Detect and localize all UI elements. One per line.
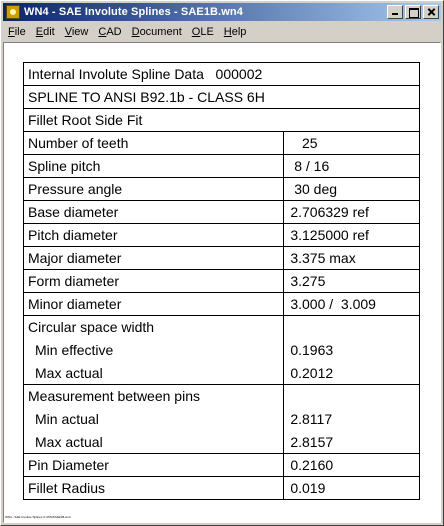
table-row [24,316,420,339]
fit-type: Fillet Root Side Fit [24,109,420,132]
table-row [24,270,420,293]
empty-cell [284,385,420,408]
menu-file-key: F [8,26,15,38]
table-row [24,477,420,500]
table-row [24,431,420,454]
menu-view-key: V [64,26,72,38]
table-row [24,155,420,178]
row-value: 3.125000 ref [284,224,420,247]
max-actual-value: 0.2012 [284,362,420,385]
empty-cell [284,316,420,339]
circular-space-heading: Circular space width [24,316,284,339]
table-row [24,224,420,247]
row-label: Spline pitch [24,155,284,178]
table-row [24,201,420,224]
table-row [24,454,420,477]
menu-view-rest: iew [71,26,89,38]
row-value: 3.375 max [284,247,420,270]
table-row [24,408,420,431]
footer-text: WN4 - SAE Involute Splines C:\WN4\SAE1B.wn4 [5,515,71,519]
min-actual-value: 2.8117 [284,408,420,431]
menu-ole-key: O [191,26,201,38]
menu-edit[interactable] [31,26,60,38]
menu-ole-rest: LE [200,26,214,38]
window-title: WN4 - SAE Involute Splines - SAE1B.wn4 [24,6,243,18]
title-bar[interactable] [3,3,441,21]
row-label: Pitch diameter [24,224,284,247]
row-label: Minor diameter [24,293,284,316]
measurement-heading: Measurement between pins [24,385,284,408]
table-row [24,339,420,362]
spline-data-table [23,62,420,500]
menu-bar [3,23,441,41]
table-row [24,86,420,109]
menu-cad-key: C [98,26,107,38]
row-value: 3.275 [284,270,420,293]
fillet-radius-value: 0.019 [284,477,420,500]
row-value: 25 [284,132,420,155]
document-view[interactable] [3,42,441,523]
row-label: Pressure angle [24,178,284,201]
menu-cad-rest: AD [106,26,122,38]
row-value: 30 deg [284,178,420,201]
menu-file-rest: ile [14,26,26,38]
measurement-max-label: Max actual [24,431,284,454]
max-actual-label: Max actual [24,362,284,385]
row-label: Number of teeth [24,132,284,155]
row-label: Base diameter [24,201,284,224]
table-row [24,293,420,316]
menu-document[interactable] [127,26,187,38]
table-row [24,362,420,385]
close-button[interactable] [423,5,439,19]
table-row [24,132,420,155]
table-row [24,385,420,408]
table-row [24,109,420,132]
row-label: Major diameter [24,247,284,270]
row-value: 3.000 / 3.009 [284,293,420,316]
menu-ole[interactable] [187,26,219,38]
menu-edit-key: E [35,26,44,38]
min-effective-label: Min effective [24,339,284,362]
pin-diameter-label: Pin Diameter [24,454,284,477]
menu-view[interactable] [60,26,94,38]
row-value: 2.706329 ref [284,201,420,224]
menu-help[interactable] [219,26,252,38]
menu-document-key: D [131,26,140,38]
menu-help-rest: elp [231,26,247,38]
fillet-radius-label: Fillet Radius [24,477,284,500]
table-row [24,178,420,201]
menu-file[interactable] [3,26,31,38]
maximize-button[interactable] [405,5,421,19]
spline-spec: SPLINE TO ANSI B92.1b - CLASS 6H [24,86,420,109]
row-label: Form diameter [24,270,284,293]
row-value: 8 / 16 [284,155,420,178]
header-line: Internal Involute Spline Data 000002 [24,63,420,86]
window-controls [385,5,439,19]
menu-edit-rest: dit [43,26,55,38]
min-effective-value: 0.1963 [284,339,420,362]
table-row [24,63,420,86]
min-actual-label: Min actual [24,408,284,431]
menu-cad[interactable] [93,26,126,38]
pin-diameter-value: 0.2160 [284,454,420,477]
menu-document-rest: ocument [139,26,182,38]
app-icon[interactable] [6,5,20,19]
measurement-max-value: 2.8157 [284,431,420,454]
table-row [24,247,420,270]
menu-help-key: H [223,26,232,38]
minimize-button[interactable] [387,5,403,19]
